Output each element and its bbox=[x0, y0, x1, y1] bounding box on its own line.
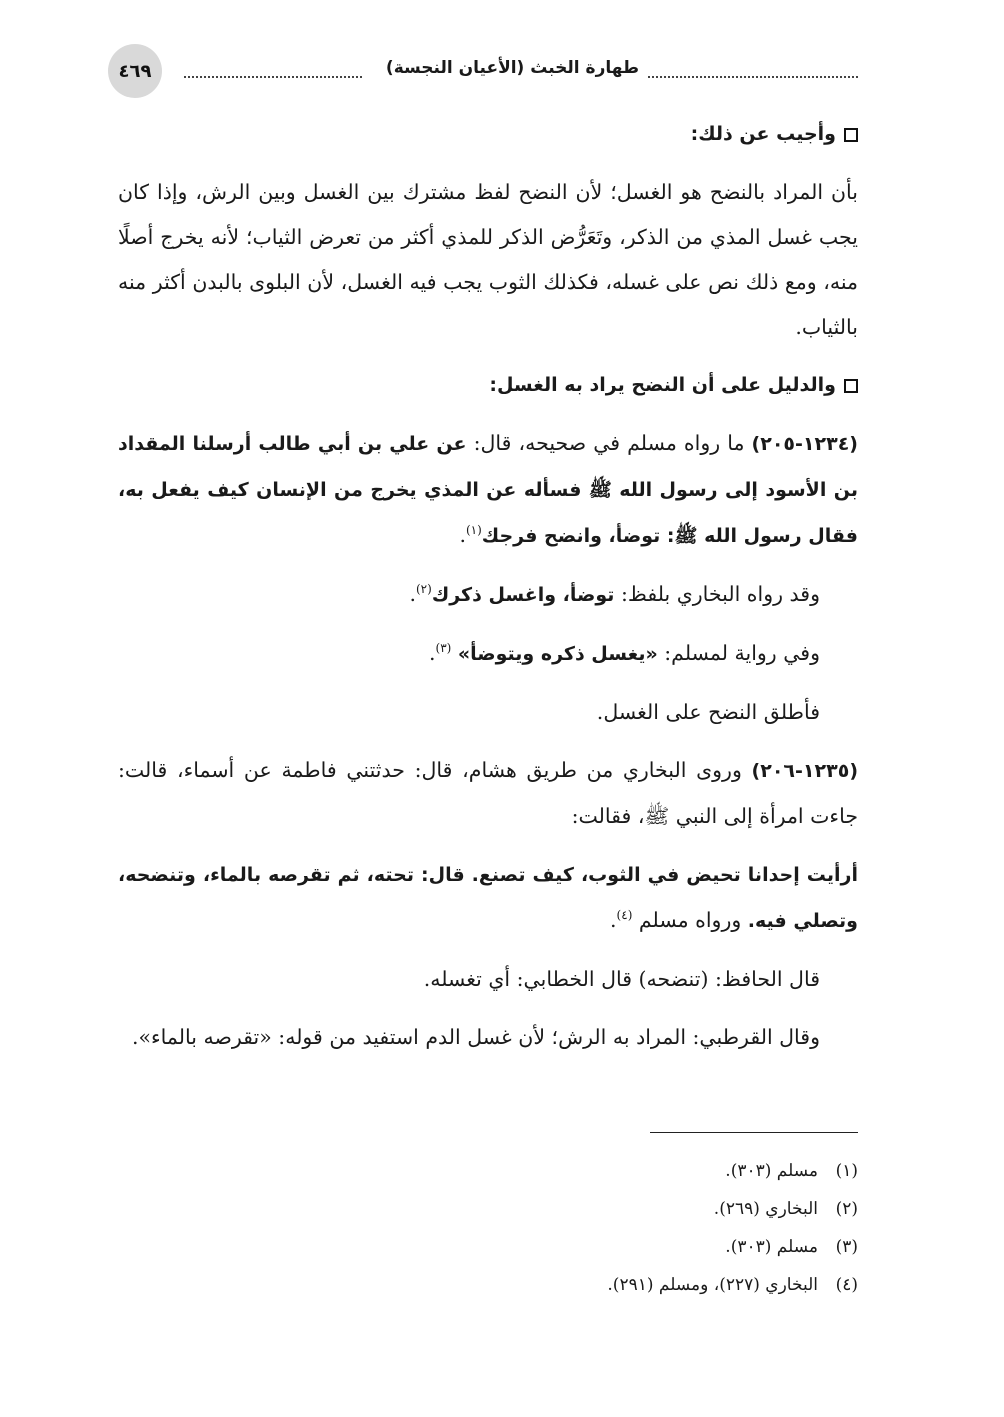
checkbox-square-icon bbox=[844, 128, 858, 142]
qurtubi-comment: وقال القرطبي: المراد به الرش؛ لأن غسل الدم استفيد من قوله: «تقرصه بالماء». bbox=[131, 1025, 820, 1049]
footnote-ref[interactable]: (٤) bbox=[616, 908, 633, 923]
hadith-number: (١٢٣٥-٢٠٦) bbox=[751, 760, 858, 782]
main-text bbox=[118, 112, 858, 1073]
hadith-paragraph-2 bbox=[118, 748, 858, 839]
header-dotted-leader-left bbox=[184, 76, 362, 78]
hadith-source: ورواه مسلم bbox=[638, 908, 742, 932]
running-title: طهارة الخبث (الأعيان النجسة) bbox=[382, 58, 643, 78]
footnote-item bbox=[300, 1266, 858, 1304]
hadith-paragraph-1: (١٢٣٤-٢٠٥) ما رواه مسلم في صحيحه، قال: عن علي بن أبي طالب أرسلنا المقداد بن الأسود إلى رسول الله ﷺ فسأله عن المذي يخرج من الإنسان كيف يفعل به، فقال رسول الله ﷺ: توضأ، وانضح فرجك$^{(١)}$. bbox=[118, 431, 858, 547]
footnote-item bbox=[300, 1152, 858, 1190]
footnote-ref[interactable]: (٢) bbox=[415, 582, 432, 597]
footnote-text: مسلم (٣٠٣). bbox=[725, 1161, 818, 1181]
footnote-text: مسلم (٣٠٣). bbox=[725, 1237, 818, 1257]
header-dotted-leader-right bbox=[648, 76, 858, 78]
page-number: ٤٦٩ bbox=[108, 44, 162, 98]
conclusion-line: فأطلق النضح على الغسل. bbox=[596, 700, 820, 724]
narration-text: توضأ، واغسل ذكرك bbox=[431, 584, 615, 606]
footnote-ref[interactable]: (٣) bbox=[435, 641, 452, 656]
hadith-intro: ما رواه مسلم في صحيحه، قال: bbox=[473, 431, 745, 455]
hadith-text: أرأيت إحدانا تحيض في الثوب، كيف تصنع. قال: تحته، ثم تقرصه بالماء، وتنضحه، وتصلي فيه. bbox=[118, 864, 858, 932]
footnote-text: البخاري (٢٦٩). bbox=[713, 1199, 818, 1219]
section-heading-answer bbox=[118, 112, 858, 157]
heading-text: والدليل على أن النضح يراد به الغسل: bbox=[489, 374, 836, 396]
checkbox-square-icon bbox=[844, 379, 858, 393]
footnote-text: البخاري (٢٢٧)، ومسلم (٢٩١). bbox=[607, 1275, 818, 1295]
footnote-number: (٤) bbox=[835, 1275, 858, 1295]
footnote-item bbox=[300, 1190, 858, 1228]
page-header bbox=[108, 44, 858, 100]
footnote-separator bbox=[650, 1132, 858, 1133]
footnote-number: (٢) bbox=[835, 1199, 858, 1219]
footnote-number: (٣) bbox=[835, 1237, 858, 1257]
footnotes bbox=[300, 1152, 858, 1304]
muslim-narration: وفي رواية لمسلم: «يغسل ذكره ويتوضأ» $^{(٣)}$. bbox=[428, 641, 820, 665]
heading-text: وأجيب عن ذلك: bbox=[690, 123, 836, 145]
narration-text: «يغسل ذكره ويتوضأ» bbox=[457, 643, 658, 665]
footnote-ref[interactable]: (١) bbox=[465, 523, 482, 538]
hadith-intro: وروى البخاري من طريق هشام، قال: حدثتني فاطمة عن أسماء، قالت: جاءت امرأة إلى النبي ﷺ، فقالت: bbox=[118, 758, 858, 828]
narration-intro: وقد رواه البخاري بلفظ: bbox=[620, 582, 820, 606]
hafiz-comment: قال الحافظ: (تنضحه) قال الخطابي: أي تغسله. bbox=[423, 967, 820, 991]
footnote-number: (١) bbox=[835, 1161, 858, 1181]
bukhari-narration: وقد رواه البخاري بلفظ: توضأ، واغسل ذكرك$^{(٢)}$. bbox=[409, 582, 820, 606]
hadith-text: عن علي بن أبي طالب أرسلنا المقداد بن الأسود إلى رسول الله ﷺ فسأله عن المذي يخرج من الإنسان كيف يفعل به، فقال رسول الله ﷺ: توضأ، وانضح فرجك bbox=[118, 433, 858, 547]
footnote-item bbox=[300, 1228, 858, 1266]
paragraph-answer: بأن المراد بالنضح هو الغسل؛ لأن النضح لفظ مشترك بين الغسل وبين الرش، وإذا كان يجب غسل المذي من الذكر، وتَعَرُّض الذكر للمذي أكثر من تعرض الثياب؛ لأنه يخرج أصلًا منه، ومع ذلك نص على غسله، فكذلك الثوب يجب فيه الغسل، لأن البلوى بالبدن أكثر منه بالثياب. bbox=[118, 180, 858, 339]
hadith-number: (١٢٣٤-٢٠٥) bbox=[751, 433, 858, 455]
narration-intro: وفي رواية لمسلم: bbox=[664, 641, 820, 665]
hadith-paragraph-2-text: أرأيت إحدانا تحيض في الثوب، كيف تصنع. قال: تحته، ثم تقرصه بالماء، وتنضحه، وتصلي فيه. ورواه مسلم $^{(٤)}$. bbox=[118, 864, 858, 932]
section-heading-evidence bbox=[118, 363, 858, 408]
